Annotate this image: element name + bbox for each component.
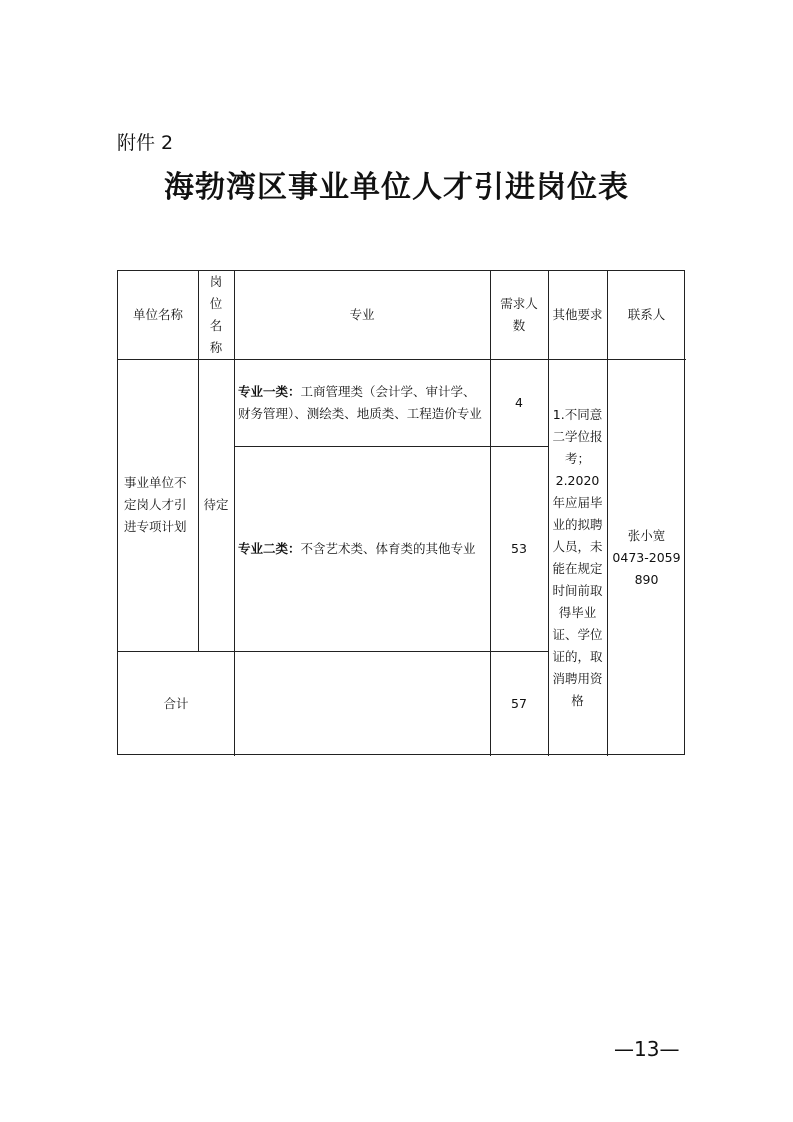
major1-text: 工商管理类（会计学、审计学、财务管理）、测绘类、地质类、工程造价专业 [238, 383, 482, 421]
contact-phone: 0473-2059890 [612, 549, 681, 587]
demand-category-1: 4 [515, 394, 523, 410]
header-major: 专业 [349, 307, 375, 322]
total-label: 合计 [163, 695, 189, 711]
post-name-cell: 待定 [203, 497, 229, 512]
header-unit: 单位名称 [132, 307, 183, 322]
positions-table [117, 270, 685, 755]
demand-category-2: 53 [511, 540, 527, 556]
total-major-empty [234, 651, 490, 756]
major2-text: 不含艺术类、体育类的其他专业 [300, 540, 476, 556]
total-demand: 57 [511, 695, 527, 711]
major2-label: 专业二类： [238, 540, 301, 556]
other-requirements-cell: 1.不同意二学位报考；2.2020年应届毕业的拟聘人员，未能在规定时间前取得毕业证、学位证的，取消聘用资格 [552, 406, 603, 708]
page-title: 海勃湾区事业单位人才引进岗位表 [164, 170, 629, 205]
unit-name-cell: 事业单位不定岗人才引进专项计划 [124, 475, 187, 534]
attachment-label: 附件 2 [117, 132, 174, 154]
header-post: 岗位名称 [209, 274, 223, 355]
header-other: 其他要求 [552, 307, 603, 322]
major-category-1 [234, 359, 490, 446]
header-demand: 需求人数 [500, 296, 538, 333]
major-category-2 [234, 446, 490, 651]
contact-cell [607, 359, 686, 756]
contact-name: 张小宽 [627, 527, 666, 543]
header-contact: 联系人 [627, 307, 666, 322]
page-number: —13— [614, 1037, 680, 1061]
major1-label: 专业一类： [238, 383, 301, 399]
